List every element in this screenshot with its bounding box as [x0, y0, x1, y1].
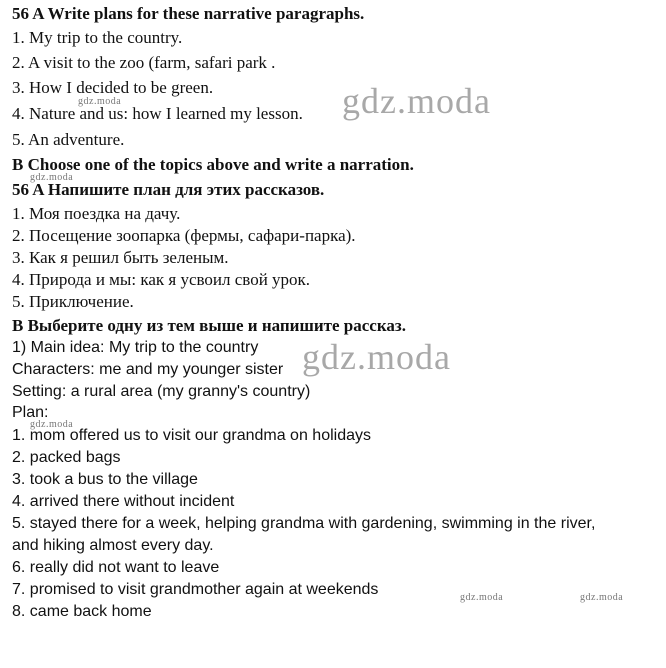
plan-step-3: 3. took a bus to the village	[12, 471, 198, 488]
plan-step-5-cont: and hiking almost every day.	[12, 537, 214, 554]
watermark-small: gdz.moda	[580, 592, 624, 603]
characters: Characters: me and my younger sister	[12, 361, 284, 378]
topic-4-ru: 4. Природа и мы: как я усвоил свой урок.	[12, 270, 311, 289]
task-b-en: B Choose one of the topics above and write a narration.	[12, 155, 414, 174]
topic-5-en: 5. An adventure.	[12, 130, 125, 149]
plan-label: Plan:	[12, 404, 49, 421]
task-heading-ru: 56 A Напишите план для этих рассказов.	[12, 180, 325, 199]
plan-step-6: 6. really did not want to leave	[12, 559, 220, 576]
topic-4-en: 4. Nature and us: how I learned my lesson.	[12, 104, 303, 123]
topic-2-en: 2. A visit to the zoo (farm, safari park .	[12, 53, 276, 72]
topic-3-en: 3. How I decided to be green.	[12, 78, 214, 97]
topic-1-en: 1. My trip to the country.	[12, 28, 183, 47]
topic-2-ru: 2. Посещение зоопарка (фермы, сафари-парка).	[12, 226, 356, 245]
plan-step-1: 1. mom offered us to visit our grandma on holidays	[12, 427, 371, 444]
watermark-small: gdz.moda	[460, 592, 504, 603]
watermark-large: gdz.moda	[302, 337, 451, 377]
topic-5-ru: 5. Приключение.	[12, 292, 134, 311]
watermark-small: gdz.moda	[30, 419, 74, 430]
main-idea: 1) Main idea: My trip to the country	[12, 339, 259, 356]
plan-step-5: 5. stayed there for a week, helping grandma with gardening, swimming in the river,	[12, 515, 596, 532]
watermark-small: gdz.moda	[78, 96, 122, 107]
watermark-large: gdz.moda	[342, 81, 491, 121]
setting: Setting: a rural area (my granny's country)	[12, 383, 311, 400]
watermark-small: gdz.moda	[30, 172, 74, 183]
plan-step-7: 7. promised to visit grandmother again at weekends	[12, 581, 379, 598]
task-b-ru: В Выберите одну из тем выше и напишите рассказ.	[12, 316, 406, 335]
plan-step-4: 4. arrived there without incident	[12, 493, 235, 510]
plan-step-8: 8. came back home	[12, 603, 152, 620]
task-heading-en: 56 A Write plans for these narrative paragraphs.	[12, 4, 365, 23]
topic-3-ru: 3. Как я решил быть зеленым.	[12, 248, 229, 267]
plan-step-2: 2. packed bags	[12, 449, 121, 466]
topic-1-ru: 1. Моя поездка на дачу.	[12, 204, 181, 223]
